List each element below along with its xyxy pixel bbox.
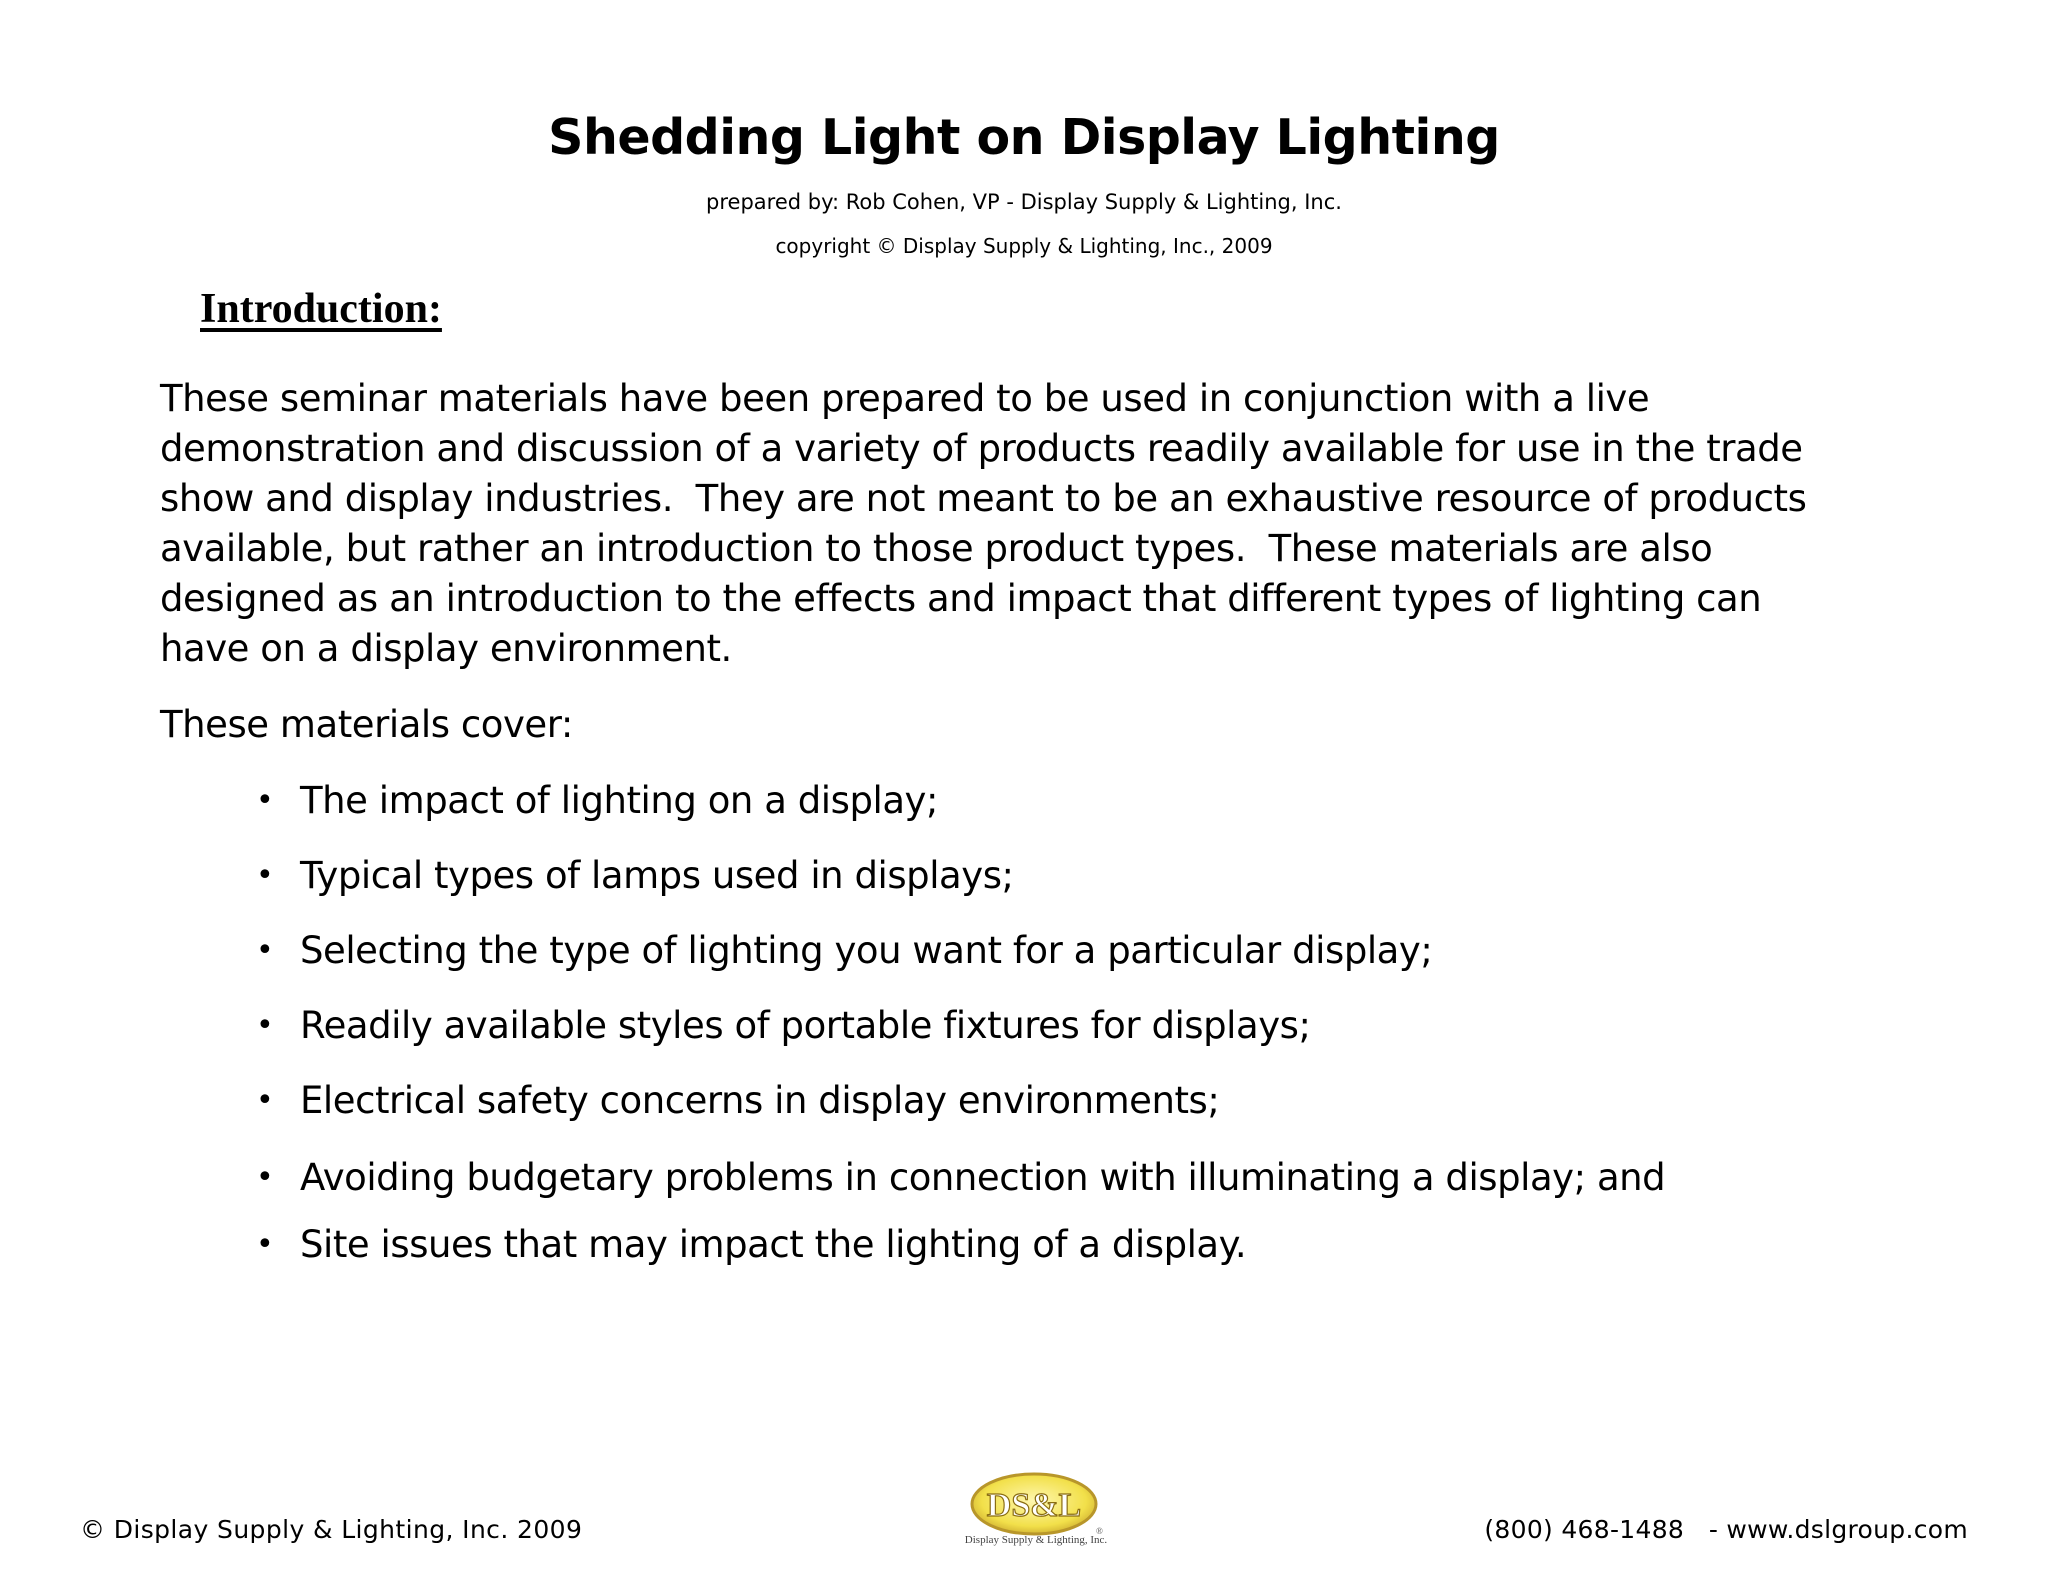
list-item-text: Selecting the type of lighting you want for a particular display; [300, 929, 1433, 972]
paragraph-line: designed as an introduction to the effects and impact that different types of lighting can [160, 577, 1762, 620]
copyright-line: copyright © Display Supply & Lighting, Inc., 2009 [775, 234, 1273, 258]
list-item-text: Site issues that may impact the lighting of a display. [300, 1223, 1247, 1266]
bullet-icon: • [256, 933, 274, 968]
list-item-text: Typical types of lamps used in displays; [300, 854, 1014, 897]
logo-text: DS&L [986, 1487, 1082, 1524]
list-item-text: Avoiding budgetary problems in connection with illuminating a display; and [300, 1156, 1666, 1199]
registered-mark: ® [1096, 1526, 1103, 1536]
bullet-icon: • [256, 1008, 274, 1043]
document-title: Shedding Light on Display Lighting [548, 109, 1500, 166]
footer-copyright: © Display Supply & Lighting, Inc. 2009 [80, 1515, 583, 1544]
list-item-text: Electrical safety concerns in display environments; [300, 1079, 1220, 1122]
bullet-icon: • [256, 783, 274, 818]
bullet-icon: • [256, 1160, 274, 1195]
list-item-text: Readily available styles of portable fixtures for displays; [300, 1004, 1311, 1047]
prepared-by-line: prepared by: Rob Cohen, VP - Display Supply & Lighting, Inc. [706, 190, 1342, 214]
bullet-icon: • [256, 1083, 274, 1118]
logo-caption: Display Supply & Lighting, Inc. [964, 1534, 1108, 1546]
paragraph-line: show and display industries. They are not meant to be an exhaustive resource of products [160, 477, 1807, 520]
bullet-icon: • [256, 1227, 274, 1262]
paragraph-line: demonstration and discussion of a variety of products readily available for use in the trade [160, 427, 1803, 470]
list-item-text: The impact of lighting on a display; [300, 779, 939, 822]
paragraph-line: have on a display environment. [160, 627, 732, 670]
bullet-icon: • [256, 858, 274, 893]
section-heading-introduction: Introduction: [200, 286, 442, 332]
dsl-logo-icon [940, 1470, 1130, 1560]
paragraph-line: These seminar materials have been prepared to be used in conjunction with a live [160, 377, 1650, 420]
footer-contact: (800) 468-1488 - www.dslgroup.com [1484, 1515, 1968, 1544]
materials-cover-label: These materials cover: [160, 703, 573, 746]
paragraph-line: available, but rather an introduction to those product types. These materials are also [160, 527, 1713, 570]
intro-paragraph [160, 374, 1860, 674]
